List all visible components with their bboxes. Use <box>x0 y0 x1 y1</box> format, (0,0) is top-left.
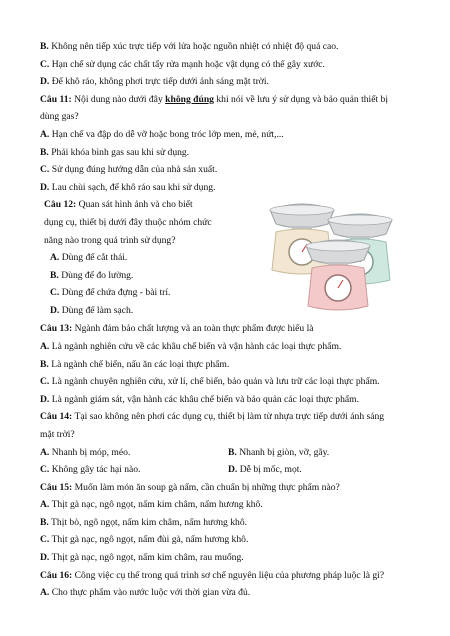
question-14: Câu 14: Tại sao không nên phơi các dụng cụ, thiết bị làm từ nhựa trực tiếp dưới ánh sáng <box>40 411 385 423</box>
q16-option-a: A. Cho thực phẩm vào nước luộc với thời gian vừa đủ. <box>40 587 251 599</box>
question-12-block <box>40 196 416 320</box>
q13-option-d: D. Là ngành giám sát, vận hành các khâu chế biến và bảo quản các loại thực phẩm. <box>40 393 360 405</box>
question-12-line3: năng nào trong quá trình sử dụng? <box>44 234 176 246</box>
q13-option-a: A. Là ngành nghiên cứu về các khâu chế biến và vận hành các loại thực phẩm. <box>40 340 342 352</box>
q15-option-a: A. Thịt gà nạc, ngô ngọt, nấm kim châm, nấm hương khô. <box>40 499 263 511</box>
q15-option-d: D. Thịt gà nạc, ngô ngọt, nấm kim châm, rau muống. <box>40 552 244 564</box>
question-11: Câu 11: Nội dung nào dưới đây không đúng khi nói về lưu ý sử dụng và bảo quản thiết bị <box>40 93 388 105</box>
q14-options-row2 <box>40 461 416 479</box>
q11-option-b: B. Phải khóa bình gas sau khi sử dụng. <box>40 146 190 158</box>
q11-option-d: D. Lau chùi sạch, để khô ráo sau khi sử dụng. <box>40 181 216 193</box>
q14-option-a: A. Nhanh bị móp, méo. <box>40 446 131 458</box>
option-b: B. Không nên tiếp xúc trực tiếp với lửa hoặc nguồn nhiệt có nhiệt độ quá cao. <box>40 41 339 52</box>
question-14-cont: mặt trời? <box>40 428 75 440</box>
question-16: Câu 16: Công việc cụ thể trong quá trình sơ chế nguyên liệu của phương pháp luộc là gì? <box>40 569 385 581</box>
question-11-cont: dùng gas? <box>40 111 79 123</box>
q14-option-b: B. Nhanh bị giòn, vỡ, gãy. <box>228 446 330 458</box>
q14-option-d: D. Dễ bị mốc, mọt. <box>228 464 302 476</box>
q13-option-b: B. Là ngành chế biến, nấu ăn các loại thực phẩm. <box>40 358 230 370</box>
question-15: Câu 15: Muốn làm món ăn soup gà nấm, cần chuẩn bị những thực phẩm nào? <box>40 481 340 493</box>
option-c: C. Hạn chế sử dụng các chất tẩy rửa mạnh hoặc vật dụng có thể gây xước. <box>40 58 325 70</box>
q12-option-d: D. Dùng để làm sạch. <box>50 304 134 316</box>
q12-option-b: B. Dùng để đo lường. <box>50 269 134 281</box>
q13-option-c: C. Là ngành chuyên nghiên cứu, xử lí, chế biến, bảo quản và lưu trữ các loại thực phẩm. <box>40 376 380 388</box>
kitchen-scales-image <box>262 196 410 314</box>
q14-options-row1 <box>40 444 416 462</box>
q15-option-c: C. Thịt gà nạc, ngô ngọt, nấm đùi gà, nấm hương khô. <box>40 534 249 546</box>
q11-option-c: C. Sử dụng đúng hướng dẫn của nhà sản xuất. <box>40 164 218 176</box>
q12-option-c: C. Dùng để chứa đựng - bài trí. <box>50 287 171 299</box>
option-d: D. Để khô ráo, không phơi trực tiếp dưới ánh sáng mặt trời. <box>40 76 269 88</box>
document-page <box>40 38 416 602</box>
q11-option-a: A. Hạn chế va đập do dễ vỡ hoặc bong tróc lớp men, mẻ, nứt,... <box>40 128 284 140</box>
question-13: Câu 13: Ngành đảm bảo chất lượng và an toàn thực phẩm được hiểu là <box>40 323 314 335</box>
q15-option-b: B. Thịt bò, ngô ngọt, nấm kim châm, nấm hương khô. <box>40 516 248 528</box>
q14-option-c: C. Không gây tác hại nào. <box>40 464 141 476</box>
q12-option-a: A. Dùng để cắt thái. <box>50 252 128 264</box>
question-12-line2: dụng cụ, thiết bị dưới đây thuộc nhóm chức <box>44 216 212 228</box>
question-12: Câu 12: Quan sát hình ảnh và cho biết <box>44 199 193 211</box>
